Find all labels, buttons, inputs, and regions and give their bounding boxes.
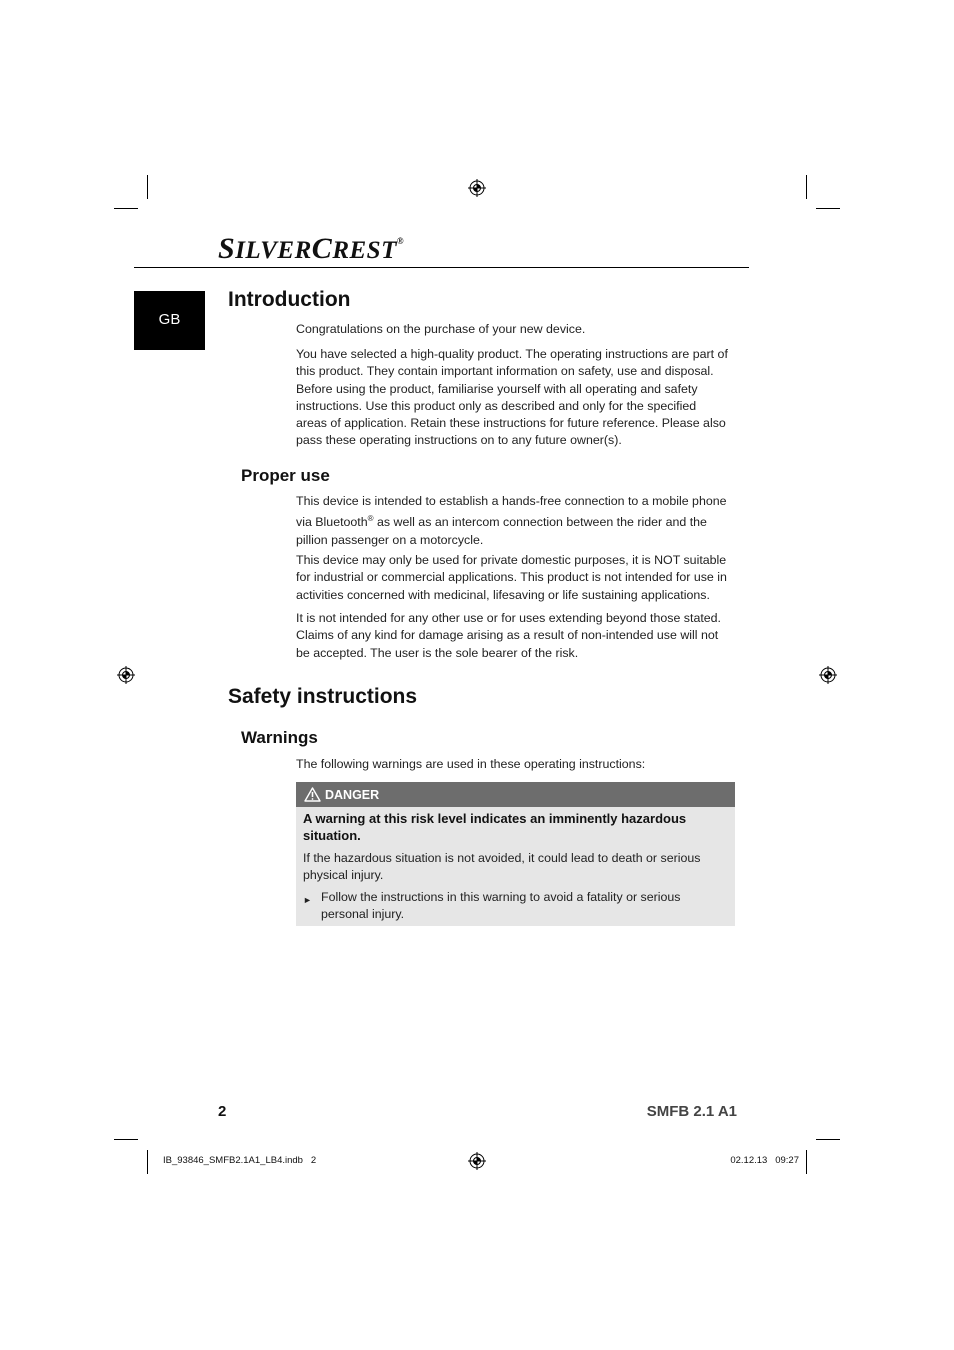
print-slug-date: 02.12.13 09:27 [730, 1155, 799, 1166]
danger-bullet [303, 889, 727, 924]
proper-use-paragraph: It is not intended for any other use or for uses extending beyond those stated. Claims of any kind for damage arising as a result of non-intended use will not be accepted. The user is the sole bearer of the risk. [296, 611, 721, 660]
registration-mark-icon [468, 179, 486, 197]
danger-body [296, 807, 735, 924]
triangle-right-icon: ► [303, 895, 312, 906]
crop-mark [114, 208, 138, 209]
warnings-intro: The following warnings are used in these operating instructions: [296, 757, 646, 771]
intro-paragraph: Congratulations on the purchase of your new device. [296, 322, 586, 336]
crop-mark [147, 1150, 148, 1174]
danger-warning-box [296, 782, 735, 926]
section-title-proper-use: Proper use [241, 466, 330, 485]
language-tab: GB [134, 291, 205, 350]
section-title-warnings: Warnings [241, 728, 318, 747]
section-title-safety: Safety instructions [228, 685, 418, 708]
danger-text: If the hazardous situation is not avoided, it could lead to death or serious physical injury. [303, 850, 701, 882]
crop-mark [114, 1139, 138, 1140]
model-number: SMFB 2.1 A1 [646, 1103, 737, 1120]
brand-logo: SILVERCREST® [218, 232, 405, 265]
crop-mark [147, 175, 148, 199]
crop-mark [806, 1150, 807, 1174]
proper-use-paragraph: This device is intended to establish a hands-free connection to a mobile phone via Bluetooth® as well as an intercom connection between the rider and the pillion passenger on a motorcycle. [296, 494, 727, 547]
registration-mark-icon [468, 1152, 486, 1170]
header-rule [134, 267, 749, 268]
registration-mark-icon [819, 666, 837, 684]
danger-label: DANGER [325, 787, 380, 802]
section-title-introduction: Introduction [228, 288, 351, 311]
danger-header [296, 782, 735, 807]
danger-bullet-text: Follow the instructions in this warning to avoid a fatality or serious personal injury. [321, 890, 681, 922]
warning-triangle-icon [304, 787, 321, 802]
page-number: 2 [218, 1103, 227, 1120]
danger-lead: A warning at this risk level indicates an imminently hazardous situation. [303, 811, 687, 844]
intro-paragraph: You have selected a high-quality product. The operating instructions are part of this product. They contain important information on safety, use and disposal. Before using the product, familiarise yourself with all operating and safety instructions. Use this product only as described and only for the specified areas of application. Retain these instructions for future reference. Please also pass these operating instructions on to any future owner(s). [296, 347, 728, 448]
crop-mark [816, 208, 840, 209]
proper-use-paragraph: This device may only be used for private domestic purposes, it is NOT suitable for industrial or commercial applications. This product is not intended for use in activities concerned with medicinal, lifesaving or life sustaining applications. [296, 553, 727, 602]
crop-mark [816, 1139, 840, 1140]
print-slug-file: IB_93846_SMFB2.1A1_LB4.indb 2 [163, 1155, 317, 1166]
crop-mark [806, 175, 807, 199]
registration-mark-icon [117, 666, 135, 684]
